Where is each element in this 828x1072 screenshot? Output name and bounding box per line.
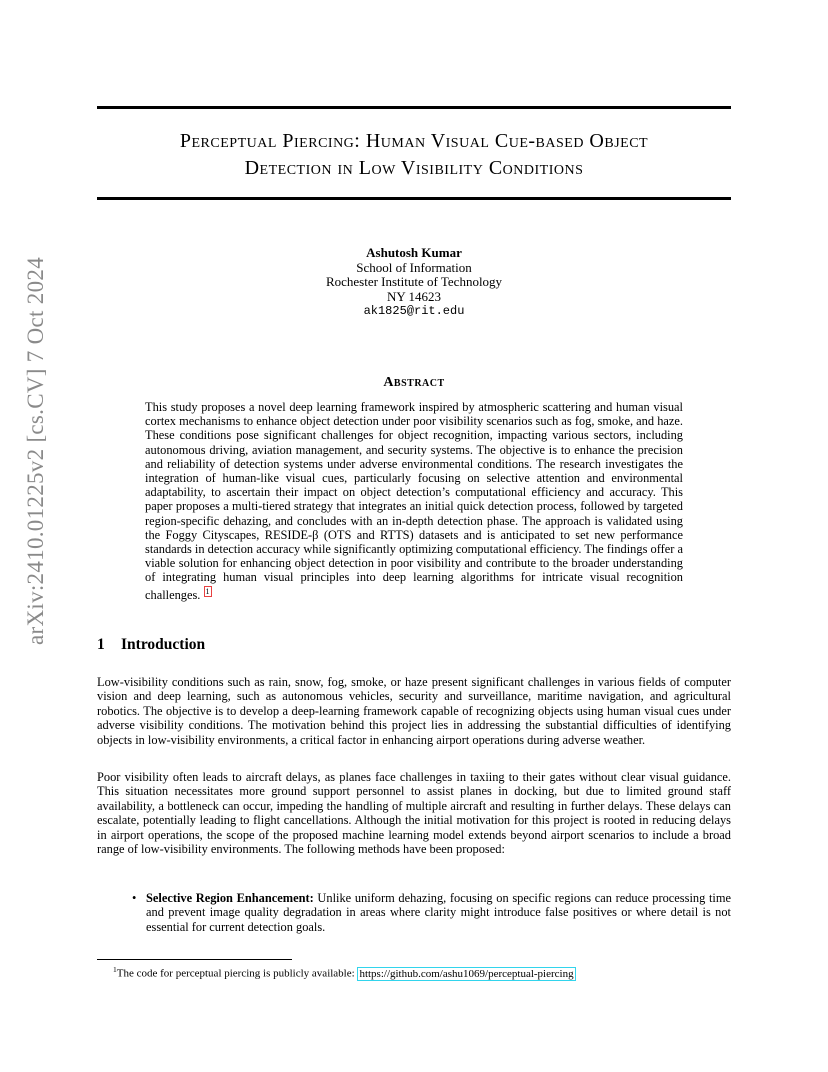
footnote-divider — [97, 959, 292, 960]
arxiv-identifier-stamp: arXiv:2410.01225v2 [cs.CV] 7 Oct 2024 — [23, 257, 48, 645]
author-name: Ashutosh Kumar — [366, 245, 462, 260]
bullet-icon: • — [132, 891, 137, 905]
bullet-term: Selective Region Enhancement: — [146, 891, 314, 905]
author-institution: Rochester Institute of Technology — [325, 274, 503, 289]
github-repository-link[interactable]: https://github.com/ashu1069/perceptual-piercing — [359, 967, 574, 980]
author-email[interactable]: ak1825@rit.edu — [363, 304, 465, 318]
footnote — [113, 963, 576, 981]
title-rule-bottom — [97, 197, 731, 200]
footnote-reference-link[interactable]: 1 — [205, 586, 210, 596]
section-number: 1 — [97, 636, 105, 653]
footnote-number: 1 — [113, 965, 117, 974]
abstract-heading: Abstract — [383, 375, 445, 390]
title-rule-top — [97, 106, 731, 109]
intro-paragraph-1: Low-visibility conditions such as rain, snow, fog, smoke, or haze present significant challenges in various fields of computer vision and deep learning, such as autonomous vehicles, security and surveillance, maritime navigation, and agricultural robotics. The objective is to develop a deep-learning framework capable of recognizing objects using human visual cues under adverse visibility conditions. The motivation behind this project lies in addressing the substantial difficulties of identifying objects in low-visibility environments, a critical factor in enhancing airport operations during adverse weather. — [97, 675, 731, 747]
author-location: NY 14623 — [386, 288, 442, 304]
section-title: Introduction — [121, 636, 206, 653]
abstract-body — [145, 400, 683, 602]
footnote-text: The code for perceptual piercing is publicly available: — [116, 967, 355, 980]
paper-title-line-1: Perceptual Piercing: Human Visual Cue-based Object — [179, 130, 649, 152]
section-heading-introduction — [97, 636, 205, 654]
methods-bullet-list — [132, 891, 731, 934]
abstract-text: This study proposes a novel deep learning framework inspired by atmospheric scattering and human visual cortex mechanisms to enhance object detection under poor visibility scenarios such as fog, smoke, and haze. These conditions pose significant challenges for object recognition, impacting various sectors, including autonomous driving, aviation management, and security systems. The objective is to enhance the precision and reliability of detection systems under adverse environmental conditions. The research investigates the integration of human-like visual cues, particularly focusing on selective attention and environmental adaptability, to ascertain their impact on object detection’s computational efficiency and accuracy. This paper proposes a multi-tiered strategy that integrates an initial quick detection process, followed by targeted region-specific dehazing, and concludes with an in-depth detection phase. The approach is validated using the Foggy Cityscapes, RESIDE-β (OTS and RTTS) datasets and is anticipated to set new performance standards in detection accuracy while significantly optimizing computational efficiency. The findings offer a viable solution for enhancing object detection in poor visibility and contribute to the broader understanding of integrating human visual principles into deep learning algorithms for intricate visual recognition challenges. — [145, 400, 683, 602]
paper-title-line-2: Detection in Low Visibility Conditions — [244, 157, 584, 179]
list-item — [132, 891, 731, 934]
author-block — [97, 246, 731, 319]
paper-title — [97, 128, 731, 182]
intro-paragraph-2: Poor visibility often leads to aircraft delays, as planes face challenges in taxiing to their gates without clear visual guidance. This situation necessitates more ground support personnel to assist planes in docking, but due to limited ground staff availability, a bottleneck can occur, impeding the handling of multiple aircraft and resulting in further delays. These delays can escalate, potentially leading to flight cancellations. Although the initial motivation for this project is rooted in reducing delays in airport operations, the scope of the proposed machine learning model extends beyond airport scenarios to include a broad range of low-visibility environments. The following methods have been proposed: — [97, 770, 731, 857]
author-department: School of Information — [356, 259, 472, 275]
bullet-text: Unlike uniform dehazing, focusing on specific regions can reduce processing time and prevent image quality degradation in areas where clarity might introduce false positives or where detail is not essential for current detection goals. — [146, 891, 731, 934]
